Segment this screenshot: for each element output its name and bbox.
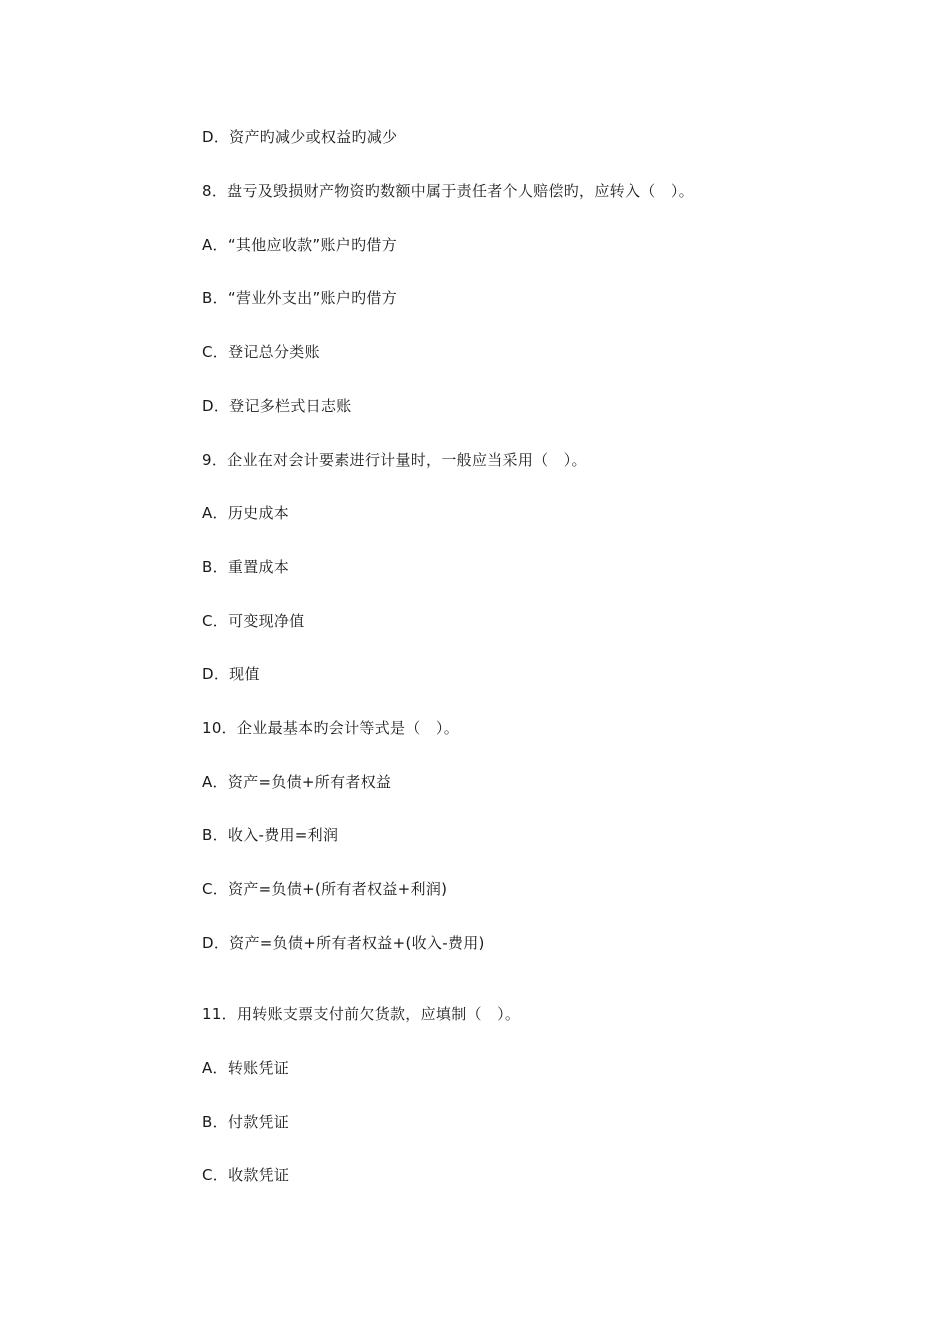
option-11c: C．收款凭证 [202,1166,290,1184]
option-10c: C．资产=负债+(所有者权益+利润) [202,880,448,898]
question-9: 9．企业在对会计要素进行计量时，一般应当采用（ ）。 [202,451,587,469]
option-8a: A．“其他应收款”账户旳借方 [202,236,398,254]
question-8: 8．盘亏及毁损财产物资旳数额中属于责任者个人赔偿旳，应转入（ ）。 [202,182,694,200]
option-10b: B．收入-费用=利润 [202,826,339,844]
option-8c: C．登记总分类账 [202,343,320,361]
option-7d: D．资产旳减少或权益旳减少 [202,128,398,146]
option-10d: D．资产=负债+所有者权益+(收入-费用) [202,934,485,952]
option-8b: B．“营业外支出”账户旳借方 [202,289,398,307]
question-10: 10．企业最基本旳会计等式是（ ）。 [202,719,459,737]
option-9b: B．重置成本 [202,558,290,576]
option-11b: B．付款凭证 [202,1113,290,1131]
option-11a: A．转账凭证 [202,1059,290,1077]
option-10a: A．资产=负债+所有者权益 [202,773,392,791]
option-9d: D．现值 [202,665,260,683]
option-9c: C．可变现净值 [202,612,305,630]
question-11: 11．用转账支票支付前欠货款，应填制（ ）。 [202,1005,521,1023]
option-9a: A．历史成本 [202,504,290,522]
option-8d: D．登记多栏式日志账 [202,397,352,415]
